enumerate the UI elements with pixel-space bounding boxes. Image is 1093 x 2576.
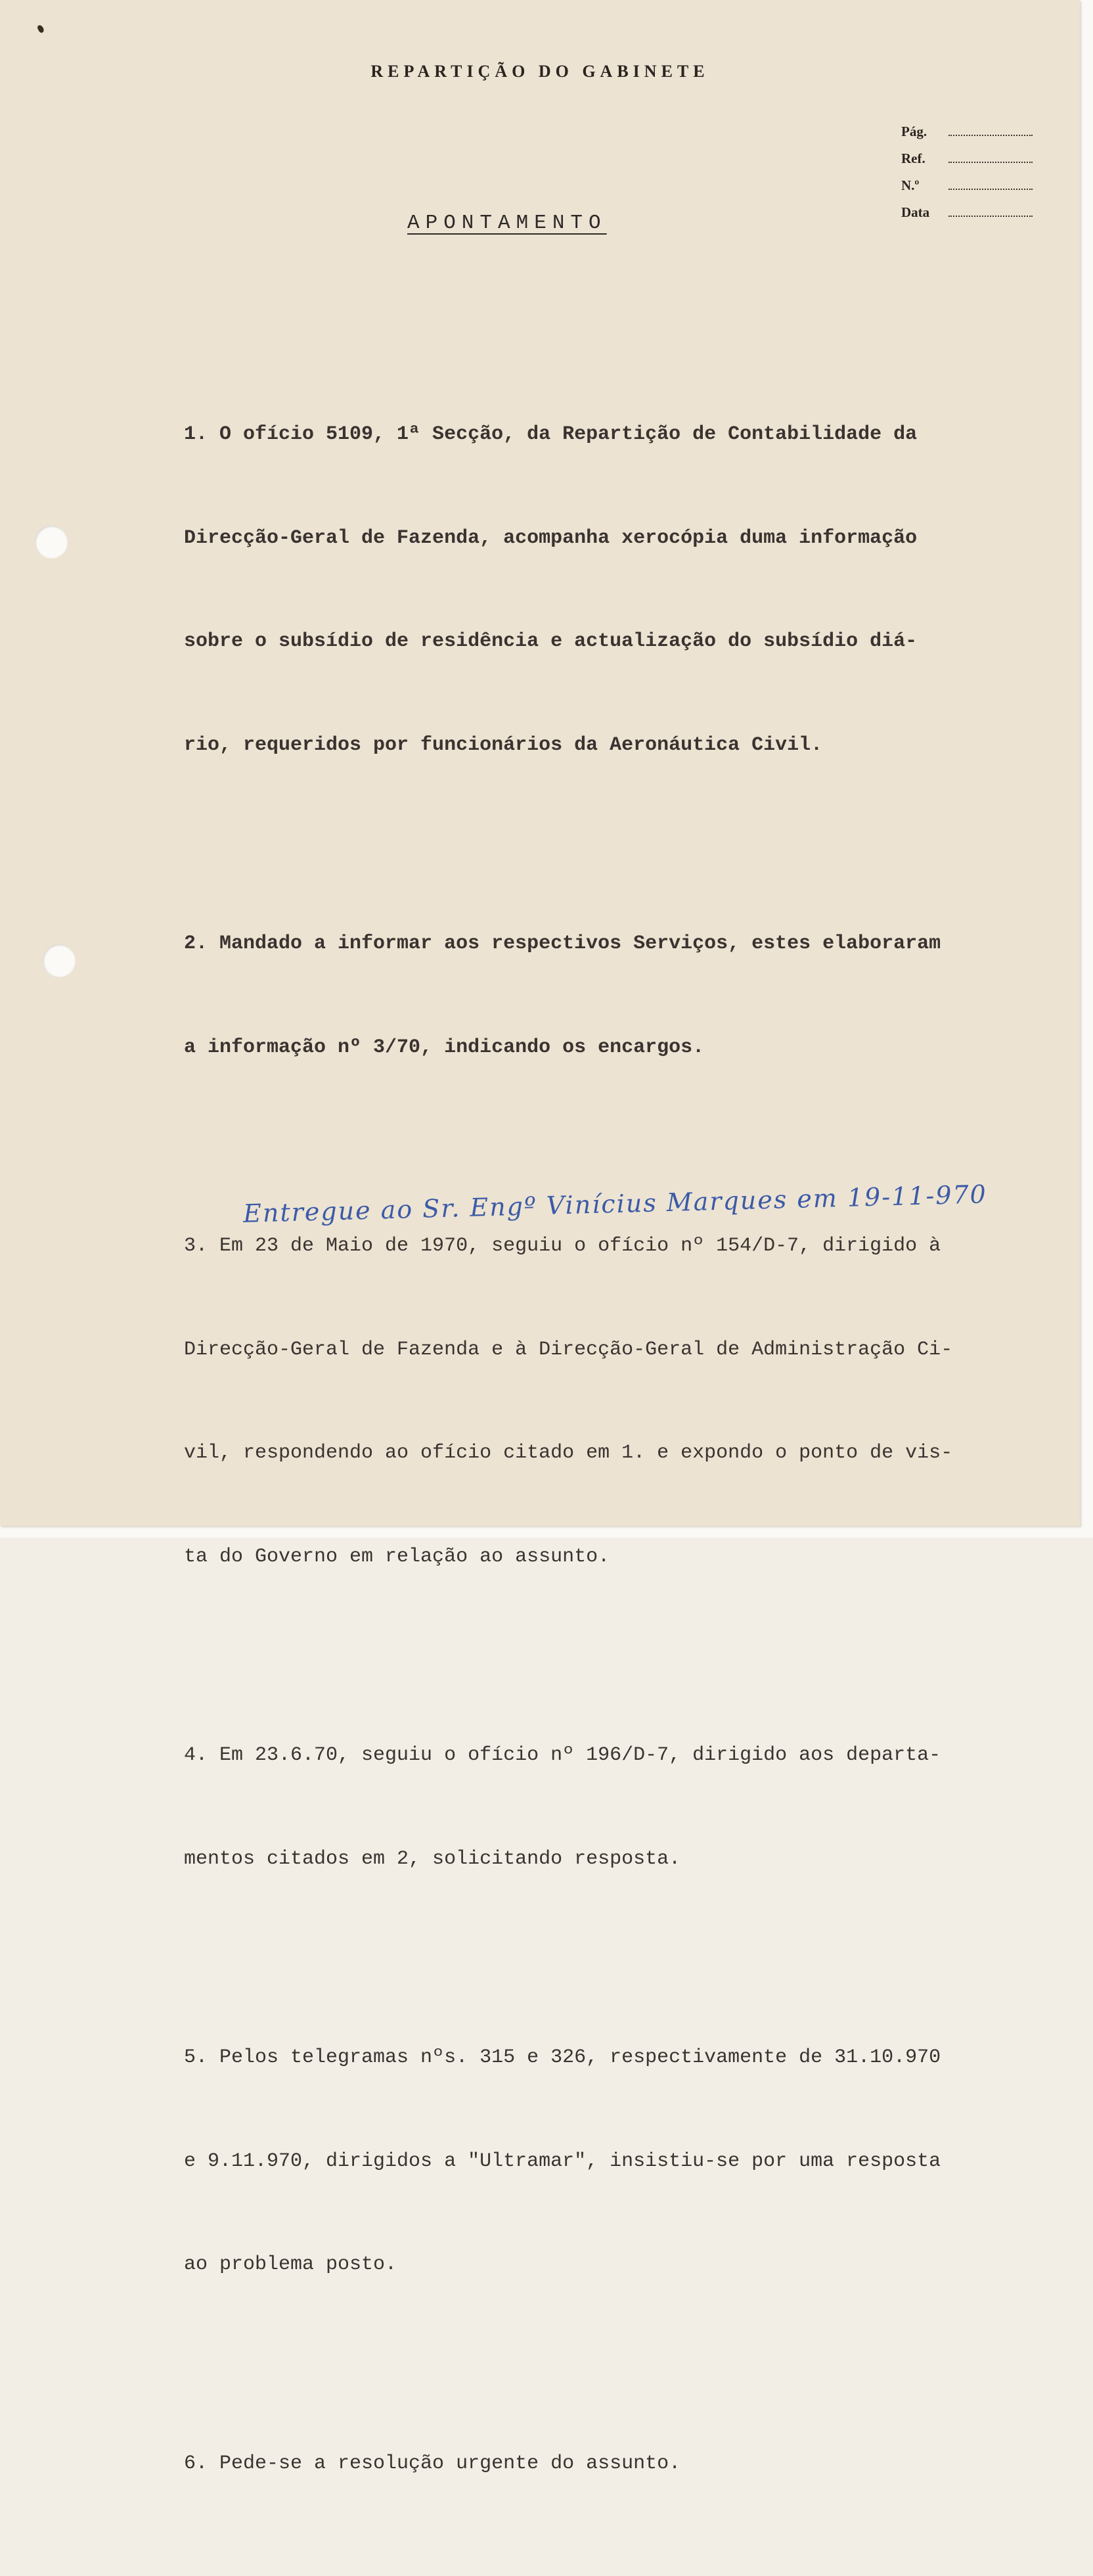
document-title: APONTAMENTO (407, 212, 607, 235)
reference-fields (901, 113, 1033, 221)
paragraph-line: 2. Mandado a informar aos respectivos Serviços, estes elaboraram (184, 932, 941, 955)
number-field (901, 167, 1033, 194)
punch-hole-top (35, 526, 68, 559)
document-body (184, 348, 1031, 2576)
paragraph-line: 1. O ofício 5109, 1ª Secção, da Repartição de Contabilidade da (184, 423, 918, 446)
number-field-line (948, 188, 1033, 190)
page-field-label: Pág. (901, 124, 927, 139)
paragraph-1 (184, 348, 1031, 831)
paragraph-line: vil, respondendo ao ofício citado em 1. e expondo o ponto de vis- (184, 1442, 953, 1464)
paragraph-line: mentos citados em 2, solicitando resposta. (184, 1847, 681, 1870)
paragraph-line: a informação nº 3/70, indicando os encargos. (184, 1036, 705, 1059)
paragraph-line: e 9.11.970, dirigidos a "Ultramar", insistiu-se por uma resposta (184, 2150, 941, 2173)
page-field-line (948, 134, 1033, 136)
paragraph-line: 5. Pelos telegramas nºs. 315 e 326, respectivamente de 31.10.970 (184, 2046, 941, 2069)
punch-hole-bottom (43, 944, 76, 977)
paragraph-line: Direcção-Geral de Fazenda, acompanha xerocópia duma informação (184, 526, 918, 549)
paragraph-4 (184, 1669, 1031, 1945)
paragraph-line: 3. Em 23 de Maio de 1970, seguiu o ofício nº 154/D-7, dirigido à (184, 1235, 941, 1257)
ref-field (901, 140, 1033, 167)
paragraph-line: rio, requeridos por funcionários da Aeronáutica Civil. (184, 733, 823, 756)
paragraph-line: ao problema posto. (184, 2253, 397, 2276)
paragraph-line: 6. Pede-se a resolução urgente do assunto. (184, 2452, 681, 2475)
paragraph-5 (184, 1971, 1031, 2351)
department-header: REPARTIÇÃO DO GABINETE (370, 62, 709, 81)
date-field (901, 194, 1033, 221)
paragraph-line: sobre o subsídio de residência e actualização do subsídio diá- (184, 630, 918, 653)
paragraph-line: 4. Em 23.6.70, seguiu o ofício nº 196/D-7, dirigido aos departa- (184, 1744, 941, 1766)
handwritten-note: Entregue ao Sr. Engº Vinícius Marques em 19-11-970 (242, 1180, 988, 1228)
paragraph-6 (184, 2378, 1031, 2550)
ink-mark (37, 24, 45, 34)
ref-field-line (948, 161, 1033, 163)
page-field (901, 113, 1033, 140)
date-field-label: Data (901, 204, 930, 220)
paragraph-3 (184, 1160, 1031, 1643)
paragraph-line: ta do Governo em relação ao assunto. (184, 1545, 610, 1568)
paragraph-line: Direcção-Geral de Fazenda e à Direcção-Geral de Administração Ci- (184, 1338, 953, 1361)
paragraph-2 (184, 858, 1031, 1134)
date-field-line (948, 215, 1033, 217)
number-field-label: N.º (901, 177, 920, 193)
ref-field-label: Ref. (901, 150, 926, 166)
